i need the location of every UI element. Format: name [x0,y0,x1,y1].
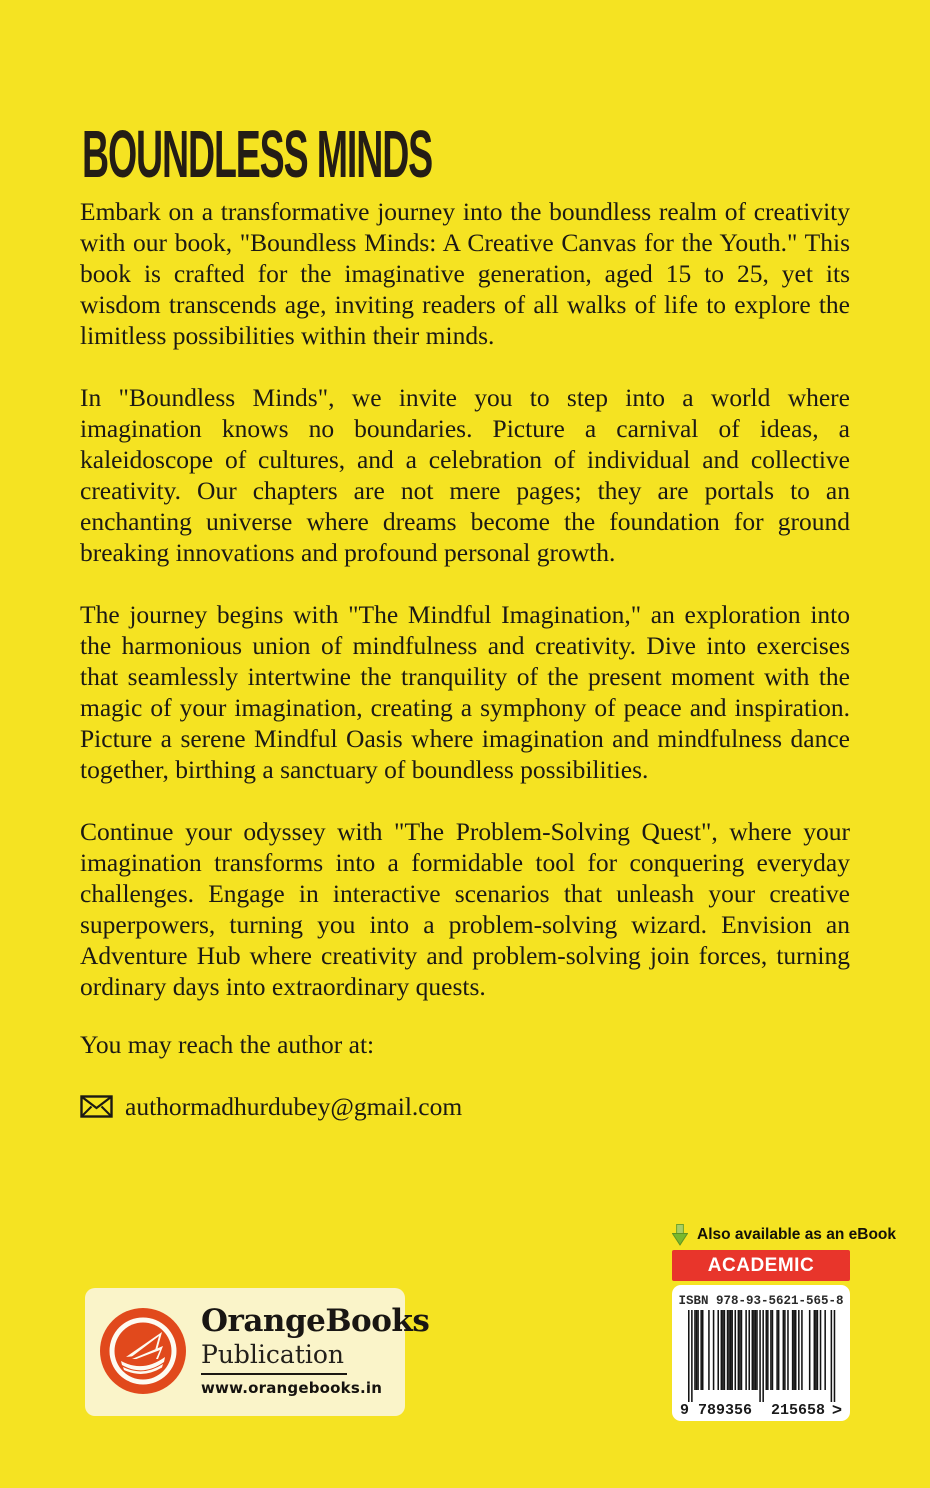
envelope-icon [80,1095,113,1118]
synopsis-paragraph-4: Continue your odyssey with "The Problem-Solving Quest", where your imagination transforms into a formidable tool for conquering everyday challenges. Engage in interactive scenarios that unleash your creative superpowers, turning you into a problem-solving wizard. Envision an Adventure Hub where creativity and problem-solving join forces, turning ordinary days into extraordinary quests. [80,817,850,1001]
ean13-barcode [676,1310,846,1418]
book-title: BOUNDLESS MINDS [82,117,433,192]
isbn-number: ISBN 978-93-5621-565-8 [678,1294,844,1308]
orangebooks-logo-icon [99,1307,187,1400]
svg-text:215658: 215658 [770,1402,826,1418]
synopsis-paragraph-3: The journey begins with "The Mindful Imagination," an exploration into the harmonious union of mindfulness and creativity. Dive into exercises that seamlessly intertwine the tranquility of the present moment with the magic of your imagination, creating a symphony of peace and inspiration. Picture a serene Mindful Oasis where imagination and mindfulness dance together, birthing a sanctuary of boundless possibilities. [80,600,850,784]
synopsis [80,196,850,1122]
publisher-name: OrangeBooks [201,1303,430,1339]
author-email: authormadhurdubey@gmail.com [125,1092,463,1121]
barcode-box [672,1285,850,1421]
ebook-availability-label: Also available as an eBook [697,1226,897,1243]
publisher-website: www.orangebooks.in [201,1379,383,1397]
synopsis-paragraph-1: Embark on a transformative journey into the boundless realm of creativity with our book, "Boundless Minds: A Creative Canvas for the Youth." This book is crafted for the imaginative generation, aged 15 to 25, yet its wisdom transcends age, inviting readers of all walks of life to explore the limitless possibilities within their minds. [80,197,850,350]
contact-intro: You may reach the author at: [80,1030,375,1059]
category-badge: ACADEMIC [672,1250,850,1281]
download-arrow-icon [672,1224,688,1246]
svg-text:>: > [832,1400,842,1418]
synopsis-paragraph-2: In "Boundless Minds", we invite you to step into a world where imagination knows no boundaries. Picture a carnival of ideas, a kaleidoscope of cultures, and a celebration of individual and collective creativity. Our chapters are not mere pages; they are portals to an enchanting universe where dreams become the foundation for ground breaking innovations and profound personal growth. [80,383,850,567]
publisher-plate [85,1288,430,1416]
svg-text:9: 9 [680,1402,690,1418]
logo-divider [201,1373,347,1375]
ebook-isbn-block [672,1222,897,1421]
author-contact [80,1029,850,1122]
svg-text:789356: 789356 [697,1402,753,1418]
publisher-type: Publication [201,1340,345,1369]
